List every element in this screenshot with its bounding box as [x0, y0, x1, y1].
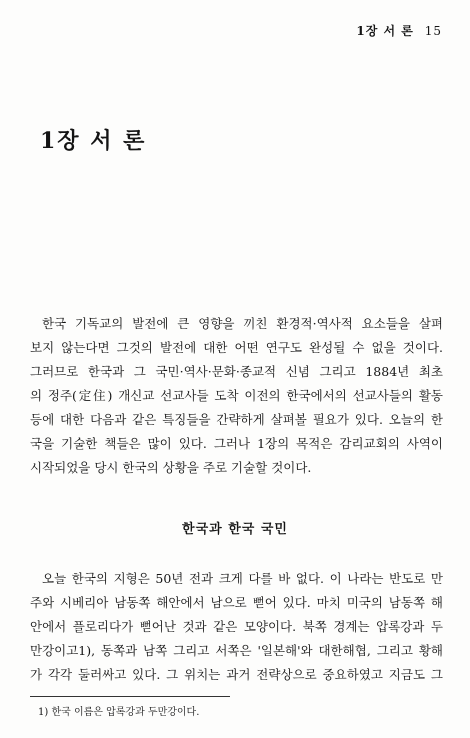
paragraph-line: 안에서 플로리다가 뻗어난 것과 같은 모양이다. 북쪽 경계는 압록강과 두 [30, 619, 443, 634]
intro-paragraph [30, 312, 443, 480]
paragraph-line: 가 각각 둘러싸고 있다. 그 위치는 과거 전략상으로 중요하였고 지금도 그 [30, 667, 443, 682]
paragraph-line: 시작되었을 당시 한국의 상황을 주로 기술할 것이다. [30, 460, 312, 475]
paragraph-line: 주와 시베리아 남동쪽 해안에서 남으로 뻗어 있다. 마치 미국의 남동쪽 해 [30, 595, 443, 610]
geography-paragraph [30, 567, 443, 687]
footnote-divider [30, 696, 230, 697]
paragraph-line: 만강이고1), 동쪽과 남쪽 그리고 서쪽은 '일본해'와 대한해협, 그리고 황해 [30, 643, 443, 658]
paragraph-line: 한국 기독교의 발전에 큰 영향을 끼친 환경적·역사적 요소들을 살펴 [42, 316, 443, 331]
section-heading: 한국과 한국 국민 [182, 522, 288, 537]
paragraph-line: 등에 대한 다음과 같은 특징들을 간략하게 살펴볼 필요가 있다. 오늘의 한 [30, 412, 443, 427]
page-number: 15 [424, 24, 442, 38]
paragraph-line: 의 정주(定住) 개신교 선교사들 도착 이전의 한국에서의 선교사들의 활동 [30, 388, 443, 403]
chapter-title: 1장 서 론 [40, 128, 147, 154]
running-head [356, 22, 442, 39]
paragraph-line: 오늘 한국의 지형은 50년 전과 크게 다를 바 없다. 이 나라는 반도로 만 [42, 571, 443, 586]
paragraph-line: 국을 기술한 책들은 많이 있다. 그러나 1장의 목적은 감리교회의 사역이 [30, 436, 443, 451]
running-head-chapter: 1장 서 론 [356, 24, 414, 38]
paragraph-line: 보지 않는다면 그것의 발전에 대한 어떤 연구도 완성될 수 없을 것이다. [30, 340, 443, 355]
footnote: 1) 한국 이름은 압록강과 두만강이다. [38, 707, 200, 718]
paragraph-line: 그러므로 한국과 그 국민·역사·문화·종교적 신념 그리고 1884년 최초 [30, 364, 443, 379]
